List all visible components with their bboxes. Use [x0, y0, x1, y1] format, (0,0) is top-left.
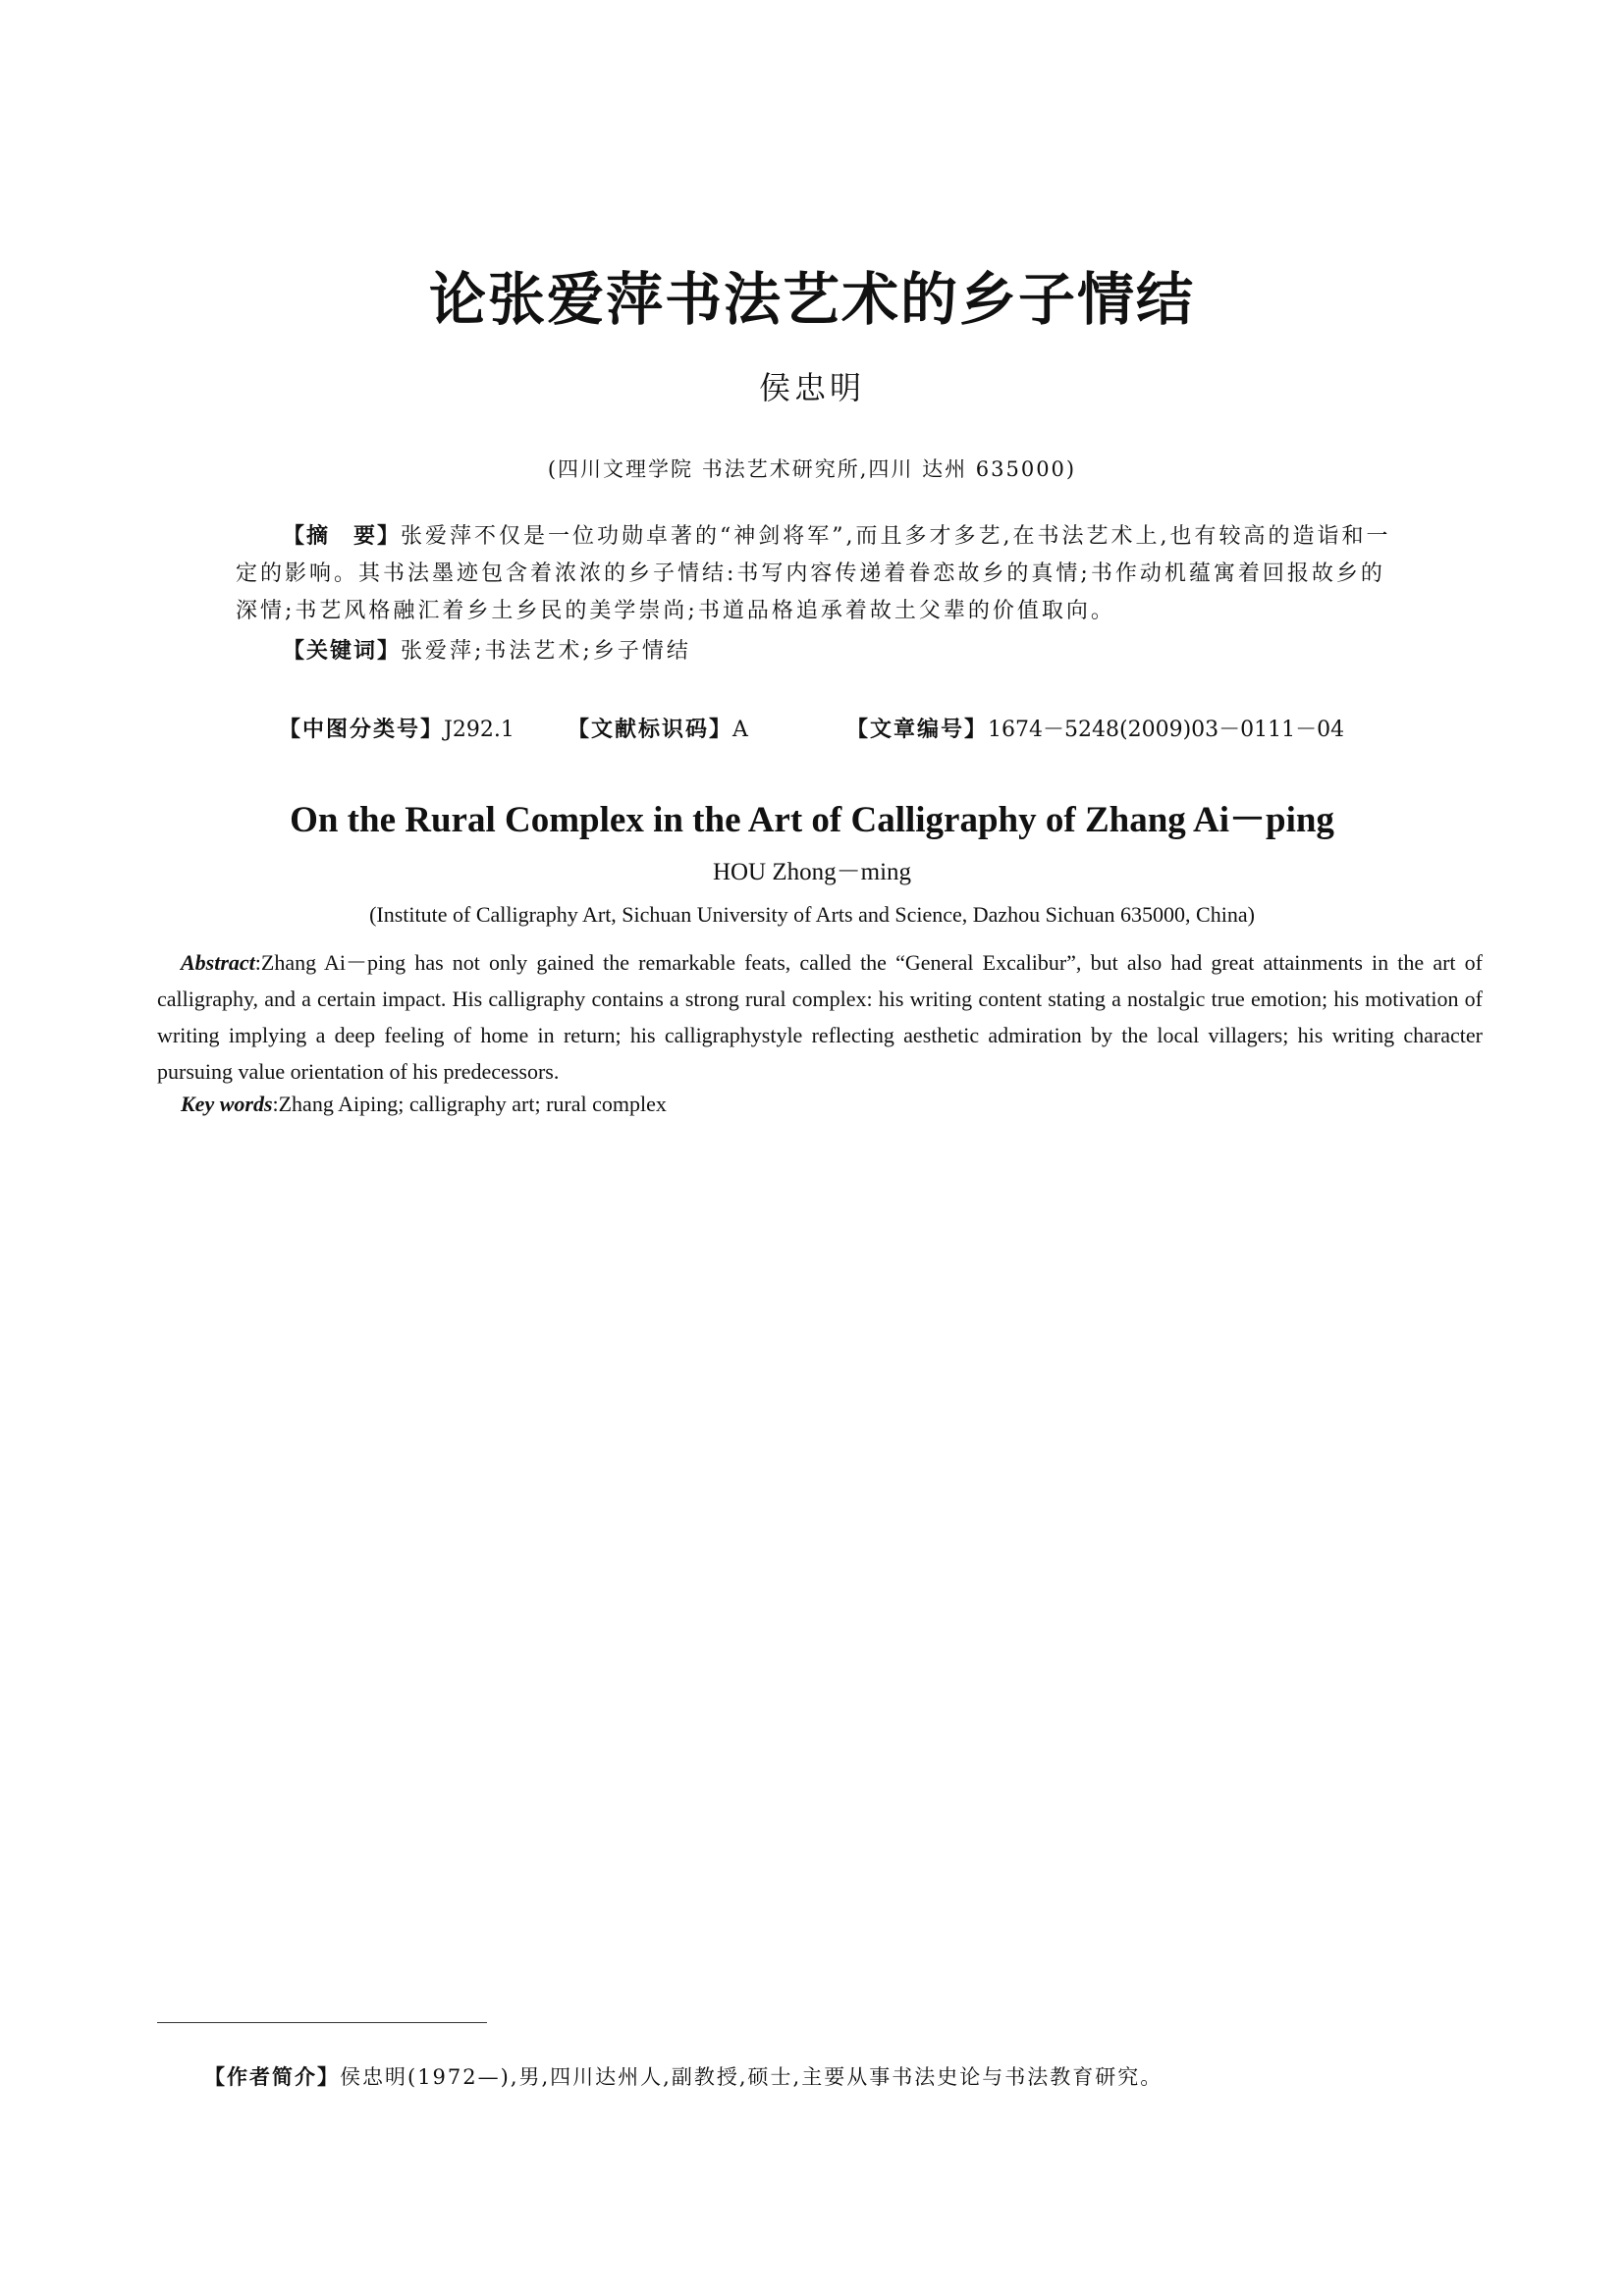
classification-line [0, 713, 1624, 742]
abstract-cn [236, 518, 1404, 630]
author-affiliation: (四川文理学院 书法艺术研究所,四川 达州 635000) [547, 457, 1077, 481]
keywords-en-label: Key words [181, 1092, 273, 1116]
abstract-cn-text: 张爱萍不仅是一位功勋卓著的“神剑将军”,而且多才多艺,在书法艺术上,也有较高的造诣和一定的影响。其书法墨迹包含着浓浓的乡子情结:书写内容传递着眷恋故乡的真情;书作动机蕴寓着回报故乡的深情;书艺风格融汇着乡土乡民的美学崇尚;书道品格追承着故土父辈的价值取向。 [236, 524, 1391, 623]
abstract-en-label: Abstract [181, 950, 255, 975]
abstract-en-text: :Zhang Ai－ping has not only gained the remarkable feats, called the “General Excalibur”, but also had great attainments in the art of calligraphy, and a certain impact. His calligraphy contains a strong rural complex: his writing content stating a nostalgic true emotion; his motivation of writing implying a deep feeling of home in return; his calligraphystyle reflecting aesthetic admiration by the local villagers; his writing character pursuing value orientation of his predecessors. [157, 950, 1483, 1084]
article-number-label: 【文章编号】 [846, 718, 989, 742]
article-number [846, 713, 1344, 743]
keywords-en [181, 1092, 667, 1117]
abstract-cn-paragraph [236, 518, 1404, 630]
author-name: 侯忠明 [758, 369, 865, 406]
keywords-cn-label: 【关键词】 [283, 639, 402, 664]
paper-title: 论张爱萍书法艺术的乡子情结 [428, 266, 1195, 333]
keywords-cn [283, 634, 691, 665]
clc-number [279, 713, 514, 743]
clc-value: J292.1 [444, 718, 514, 742]
paper-title-en: On the Rural Complex in the Art of Calligraphy of Zhang Ai－ping [290, 800, 1334, 840]
keywords-en-text: :Zhang Aiping; calligraphy art; rural complex [272, 1092, 667, 1116]
abstract-en [157, 944, 1483, 1090]
author-affiliation-en: (Institute of Calligraphy Art, Sichuan University of Arts and Science, Dazhou Sichuan 635000, China) [369, 902, 1255, 927]
document-code [568, 713, 748, 743]
clc-label: 【中图分类号】 [279, 718, 445, 742]
author-name-en: HOU Zhong－ming [712, 859, 912, 885]
article-number-value: 1674－5248(2009)03－0111－04 [988, 718, 1345, 742]
footnote-divider [157, 2022, 487, 2023]
abstract-cn-label: 【摘 要】 [283, 524, 402, 549]
doc-code-value: A [732, 718, 748, 742]
keywords-cn-text: 张爱萍;书法艺术;乡子情结 [401, 639, 691, 664]
author-footnote-text: 侯忠明(1972—),男,四川达州人,副教授,硕士,主要从事书法史论与书法教育研究。 [340, 2065, 1164, 2089]
author-footnote-label: 【作者简介】 [204, 2065, 340, 2089]
doc-code-label: 【文献标识码】 [568, 718, 733, 742]
author-footnote [204, 2061, 1163, 2091]
